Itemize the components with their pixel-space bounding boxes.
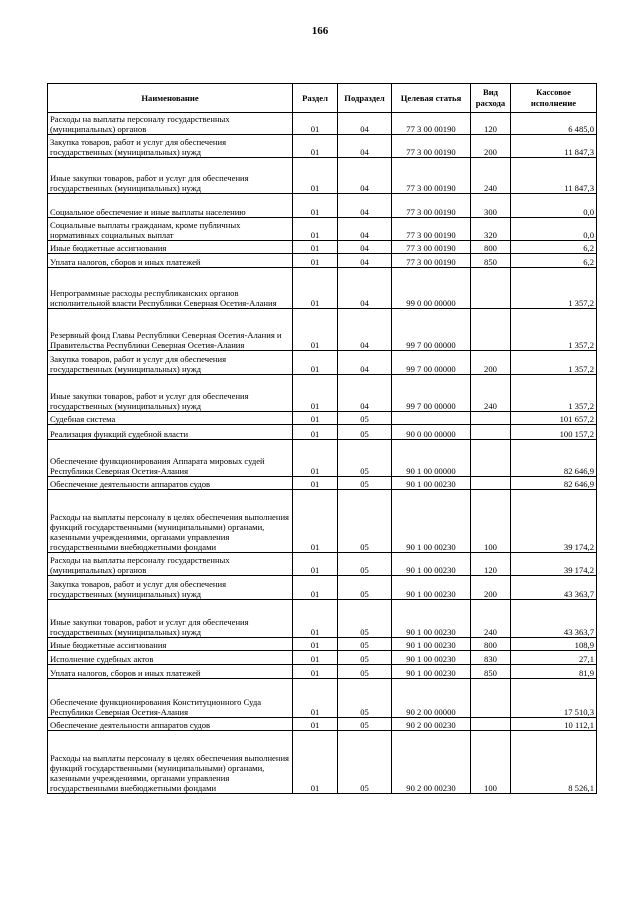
- row-amount-cell: 82 646,9: [511, 440, 597, 477]
- row-section-cell: 01: [293, 425, 338, 440]
- row-article-cell: 90 2 00 00230: [392, 718, 471, 731]
- row-name-cell: Уплата налогов, сборов и иных платежей: [48, 665, 293, 679]
- row-type-cell: 200: [471, 576, 511, 600]
- row-section-cell: 01: [293, 731, 338, 794]
- row-type-cell: 800: [471, 638, 511, 651]
- row-section-cell: 01: [293, 158, 338, 194]
- row-amount-cell: 6,2: [511, 241, 597, 254]
- table-row: [48, 135, 597, 158]
- row-section-cell: 01: [293, 375, 338, 412]
- row-type-cell: 240: [471, 375, 511, 412]
- row-amount-cell: 11 847,3: [511, 158, 597, 194]
- row-section-cell: 01: [293, 135, 338, 158]
- row-section-cell: 01: [293, 718, 338, 731]
- table-row: [48, 718, 597, 731]
- page-number: 166: [311, 25, 329, 37]
- row-article-cell: 90 2 00 00230: [392, 731, 471, 794]
- row-amount-cell: 8 526,1: [511, 731, 597, 794]
- row-type-cell: 240: [471, 158, 511, 194]
- table-row: [48, 113, 597, 135]
- row-article-cell: 90 1 00 00000: [392, 440, 471, 477]
- row-section-cell: 01: [293, 218, 338, 241]
- row-section-cell: 01: [293, 576, 338, 600]
- table-row: [48, 665, 597, 679]
- row-subsection-cell: 05: [338, 679, 392, 718]
- row-section-cell: 01: [293, 241, 338, 254]
- row-amount-cell: 6,2: [511, 254, 597, 268]
- row-section-cell: 01: [293, 351, 338, 375]
- row-subsection-cell: 04: [338, 309, 392, 351]
- row-type-cell: 100: [471, 490, 511, 553]
- row-name-cell: Иные закупки товаров, работ и услуг для обеспечения государственных (муниципальных) нужд: [48, 158, 293, 194]
- row-amount-cell: 1 357,2: [511, 375, 597, 412]
- table-row: [48, 268, 597, 309]
- row-subsection-cell: 05: [338, 425, 392, 440]
- header-expense-type: Вид расхода: [471, 84, 511, 113]
- row-type-cell: [471, 718, 511, 731]
- row-amount-cell: 81,9: [511, 665, 597, 679]
- row-type-cell: 120: [471, 113, 511, 135]
- row-subsection-cell: 05: [338, 718, 392, 731]
- row-type-cell: 850: [471, 254, 511, 268]
- row-article-cell: 90 1 00 00230: [392, 600, 471, 638]
- row-subsection-cell: 05: [338, 665, 392, 679]
- row-subsection-cell: 04: [338, 268, 392, 309]
- row-type-cell: 240: [471, 600, 511, 638]
- row-type-cell: [471, 425, 511, 440]
- row-amount-cell: 11 847,3: [511, 135, 597, 158]
- row-amount-cell: 100 157,2: [511, 425, 597, 440]
- table-header-row: [48, 84, 597, 113]
- row-amount-cell: 0,0: [511, 194, 597, 218]
- row-type-cell: [471, 309, 511, 351]
- row-amount-cell: 43 363,7: [511, 600, 597, 638]
- row-amount-cell: 101 657,2: [511, 412, 597, 425]
- row-type-cell: 200: [471, 351, 511, 375]
- row-type-cell: [471, 412, 511, 425]
- row-type-cell: 300: [471, 194, 511, 218]
- row-article-cell: 77 3 00 00190: [392, 254, 471, 268]
- row-name-cell: Резервный фонд Главы Республики Северная Осетия-Алания и Правительства Республики Северная Осетия-Алания: [48, 309, 293, 351]
- row-subsection-cell: 04: [338, 135, 392, 158]
- row-amount-cell: 1 357,2: [511, 268, 597, 309]
- row-section-cell: 01: [293, 440, 338, 477]
- row-article-cell: 90 2 00 00000: [392, 679, 471, 718]
- row-type-cell: 200: [471, 135, 511, 158]
- row-article-cell: 77 3 00 00190: [392, 218, 471, 241]
- table-row: [48, 490, 597, 553]
- row-subsection-cell: 04: [338, 375, 392, 412]
- row-subsection-cell: 04: [338, 254, 392, 268]
- table-row: [48, 309, 597, 351]
- row-article-cell: 99 7 00 00000: [392, 309, 471, 351]
- row-subsection-cell: 05: [338, 412, 392, 425]
- row-section-cell: 01: [293, 665, 338, 679]
- table-row: [48, 679, 597, 718]
- row-section-cell: 01: [293, 477, 338, 490]
- row-subsection-cell: 04: [338, 158, 392, 194]
- table-row: [48, 254, 597, 268]
- row-subsection-cell: 04: [338, 218, 392, 241]
- row-amount-cell: 82 646,9: [511, 477, 597, 490]
- row-name-cell: Обеспечение функционирования Конституционного Суда Республики Северная Осетия-Алания: [48, 679, 293, 718]
- row-name-cell: Закупка товаров, работ и услуг для обеспечения государственных (муниципальных) нужд: [48, 351, 293, 375]
- row-amount-cell: 0,0: [511, 218, 597, 241]
- table-row: [48, 375, 597, 412]
- table-row: [48, 600, 597, 638]
- row-section-cell: 01: [293, 194, 338, 218]
- row-type-cell: [471, 440, 511, 477]
- row-type-cell: 800: [471, 241, 511, 254]
- row-subsection-cell: 04: [338, 113, 392, 135]
- row-section-cell: 01: [293, 412, 338, 425]
- row-name-cell: Социальные выплаты гражданам, кроме публичных нормативных социальных выплат: [48, 218, 293, 241]
- row-article-cell: [392, 412, 471, 425]
- table-row: [48, 425, 597, 440]
- row-type-cell: [471, 477, 511, 490]
- row-subsection-cell: 05: [338, 651, 392, 665]
- row-subsection-cell: 05: [338, 440, 392, 477]
- row-amount-cell: 39 174,2: [511, 490, 597, 553]
- row-section-cell: 01: [293, 490, 338, 553]
- row-article-cell: 77 3 00 00190: [392, 241, 471, 254]
- row-subsection-cell: 05: [338, 731, 392, 794]
- row-name-cell: Исполнение судебных актов: [48, 651, 293, 665]
- row-section-cell: 01: [293, 651, 338, 665]
- table-row: [48, 158, 597, 194]
- row-name-cell: Иные закупки товаров, работ и услуг для обеспечения государственных (муниципальных) нужд: [48, 600, 293, 638]
- table-row: [48, 241, 597, 254]
- row-amount-cell: 43 363,7: [511, 576, 597, 600]
- row-type-cell: 320: [471, 218, 511, 241]
- row-section-cell: 01: [293, 600, 338, 638]
- table-row: [48, 351, 597, 375]
- table-row: [48, 412, 597, 425]
- header-target-article: Целевая статья: [392, 84, 471, 113]
- row-type-cell: 120: [471, 553, 511, 576]
- row-type-cell: 850: [471, 665, 511, 679]
- table-body: [48, 113, 597, 794]
- row-article-cell: 99 7 00 00000: [392, 375, 471, 412]
- row-name-cell: Уплата налогов, сборов и иных платежей: [48, 254, 293, 268]
- row-amount-cell: 39 174,2: [511, 553, 597, 576]
- row-subsection-cell: 05: [338, 553, 392, 576]
- row-article-cell: 77 3 00 00190: [392, 158, 471, 194]
- row-subsection-cell: 04: [338, 194, 392, 218]
- table-row: [48, 638, 597, 651]
- table-row: [48, 218, 597, 241]
- row-type-cell: 830: [471, 651, 511, 665]
- row-amount-cell: 1 357,2: [511, 309, 597, 351]
- row-name-cell: Иные бюджетные ассигнования: [48, 241, 293, 254]
- row-name-cell: Реализация функций судебной власти: [48, 425, 293, 440]
- row-amount-cell: 1 357,2: [511, 351, 597, 375]
- row-type-cell: [471, 268, 511, 309]
- row-article-cell: 90 1 00 00230: [392, 553, 471, 576]
- row-type-cell: [471, 679, 511, 718]
- row-subsection-cell: 05: [338, 576, 392, 600]
- table-row: [48, 731, 597, 794]
- row-name-cell: Иные закупки товаров, работ и услуг для обеспечения государственных (муниципальных) нужд: [48, 375, 293, 412]
- row-type-cell: 100: [471, 731, 511, 794]
- row-name-cell: Обеспечение функционирования Аппарата мировых судей Республики Северная Осетия-Алания: [48, 440, 293, 477]
- row-section-cell: 01: [293, 638, 338, 651]
- row-section-cell: 01: [293, 553, 338, 576]
- row-article-cell: 77 3 00 00190: [392, 135, 471, 158]
- row-article-cell: 99 7 00 00000: [392, 351, 471, 375]
- row-amount-cell: 10 112,1: [511, 718, 597, 731]
- header-section: Раздел: [293, 84, 338, 113]
- row-name-cell: Иные бюджетные ассигнования: [48, 638, 293, 651]
- row-name-cell: Расходы на выплаты персоналу в целях обеспечения выполнения функций государственными (муниципальными) органами, казенными учреждениями, органами управления государственными внебюджетными фондами: [48, 731, 293, 794]
- row-section-cell: 01: [293, 254, 338, 268]
- row-amount-cell: 6 485,0: [511, 113, 597, 135]
- row-subsection-cell: 05: [338, 638, 392, 651]
- row-name-cell: Закупка товаров, работ и услуг для обеспечения государственных (муниципальных) нужд: [48, 576, 293, 600]
- header-subsection: Подраздел: [338, 84, 392, 113]
- row-name-cell: Закупка товаров, работ и услуг для обеспечения государственных (муниципальных) нужд: [48, 135, 293, 158]
- row-article-cell: 77 3 00 00190: [392, 113, 471, 135]
- budget-execution-table: [47, 83, 597, 794]
- row-section-cell: 01: [293, 309, 338, 351]
- row-amount-cell: 17 510,3: [511, 679, 597, 718]
- row-article-cell: 99 0 00 00000: [392, 268, 471, 309]
- row-subsection-cell: 05: [338, 490, 392, 553]
- row-subsection-cell: 05: [338, 477, 392, 490]
- row-section-cell: 01: [293, 679, 338, 718]
- row-article-cell: 90 1 00 00230: [392, 638, 471, 651]
- row-article-cell: 77 3 00 00190: [392, 194, 471, 218]
- row-article-cell: 90 0 00 00000: [392, 425, 471, 440]
- row-section-cell: 01: [293, 113, 338, 135]
- table-row: [48, 477, 597, 490]
- row-section-cell: 01: [293, 268, 338, 309]
- table-row: [48, 576, 597, 600]
- row-article-cell: 90 1 00 00230: [392, 665, 471, 679]
- row-article-cell: 90 1 00 00230: [392, 651, 471, 665]
- row-subsection-cell: 04: [338, 351, 392, 375]
- table-row: [48, 651, 597, 665]
- header-cash-execution: Кассовое исполнение: [511, 84, 597, 113]
- row-name-cell: Расходы на выплаты персоналу в целях обеспечения выполнения функций государственными (муниципальными) органами, казенными учреждениями, органами управления государственными внебюджетными фондами: [48, 490, 293, 553]
- row-name-cell: Расходы на выплаты персоналу государственных (муниципальных) органов: [48, 553, 293, 576]
- row-name-cell: Обеспечение деятельности аппаратов судов: [48, 718, 293, 731]
- row-article-cell: 90 1 00 00230: [392, 477, 471, 490]
- row-name-cell: Расходы на выплаты персоналу государственных (муниципальных) органов: [48, 113, 293, 135]
- row-article-cell: 90 1 00 00230: [392, 490, 471, 553]
- row-article-cell: 90 1 00 00230: [392, 576, 471, 600]
- row-amount-cell: 27,1: [511, 651, 597, 665]
- header-name: Наименование: [48, 84, 293, 113]
- table-row: [48, 194, 597, 218]
- row-amount-cell: 108,9: [511, 638, 597, 651]
- row-name-cell: Социальное обеспечение и иные выплаты населению: [48, 194, 293, 218]
- table-row: [48, 553, 597, 576]
- row-subsection-cell: 04: [338, 241, 392, 254]
- row-name-cell: Обеспечение деятельности аппаратов судов: [48, 477, 293, 490]
- row-name-cell: Непрограммные расходы республиканских органов исполнительной власти Республики Северная Осетия-Алания: [48, 268, 293, 309]
- row-name-cell: Судебная система: [48, 412, 293, 425]
- row-subsection-cell: 05: [338, 600, 392, 638]
- table-row: [48, 440, 597, 477]
